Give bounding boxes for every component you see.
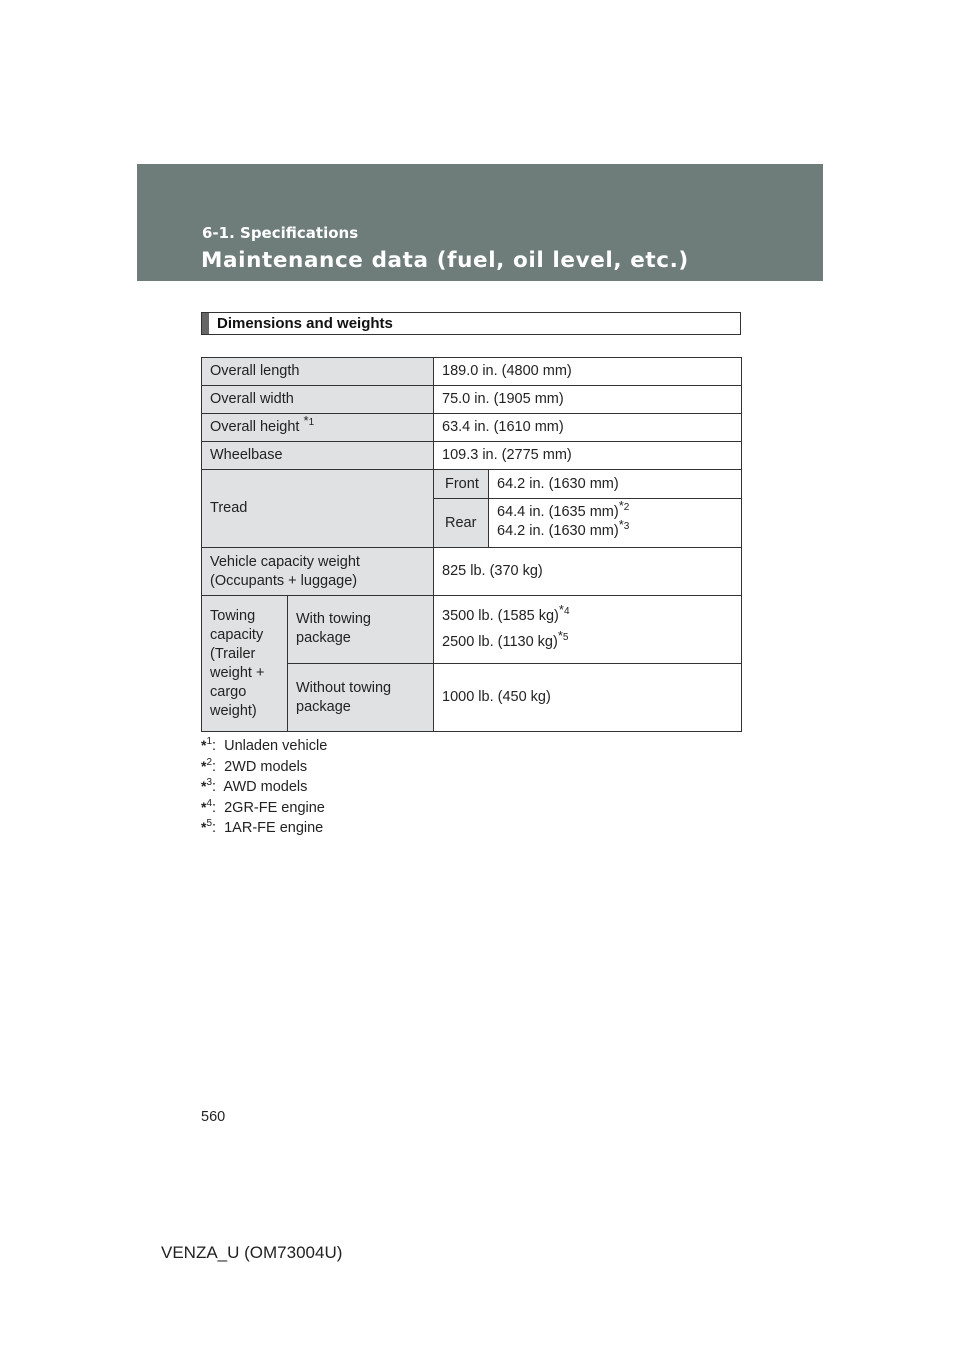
section-label: 6-1. Specifications: [202, 224, 359, 242]
towing-value-2gr: 3500 lb. (1585 kg): [442, 608, 559, 624]
page-number: 560: [201, 1109, 226, 1125]
page-title: Maintenance data (fuel, oil level, etc.): [201, 248, 689, 273]
footnote-2: *$^2$: 2WD models: [201, 756, 308, 775]
footnotes: [201, 736, 327, 839]
table-row: [202, 442, 742, 470]
document-footer: VENZA_U (OM73004U): [161, 1243, 343, 1262]
capacity-label-line1: Vehicle capacity weight: [210, 553, 360, 570]
footnote-ref: 2: [623, 502, 630, 514]
without-towing-label: Without towing package: [288, 664, 434, 732]
table-row: [202, 386, 742, 414]
footnote-ref: 4: [563, 606, 570, 618]
footnote-5: *$^5$: 1AR-FE engine: [201, 818, 324, 836]
tread-front-label: Front: [434, 470, 489, 498]
tread-label: Tread: [202, 470, 434, 548]
subheading-marker: [202, 313, 209, 334]
footnote-4: *$^4$: 2GR-FE engine: [201, 797, 325, 816]
table-row: [202, 596, 742, 664]
table-row: [202, 358, 742, 386]
footnote-ref: 1: [308, 417, 315, 429]
subheading-box: [201, 312, 741, 335]
capacity-label-line2: (Occupants + luggage): [210, 572, 358, 589]
row-label: Wheelbase: [202, 442, 434, 470]
row-value: 189.0 in. (4800 mm): [434, 358, 742, 386]
row-label: Overall width: [202, 386, 434, 414]
table-row: [202, 414, 742, 442]
towing-label: Towing capacity (Trailer weight + cargo weight): [202, 596, 288, 732]
dimensions-table: [201, 357, 742, 732]
row-label: [202, 548, 434, 596]
footnote-ref: 3: [623, 521, 630, 533]
subheading-text: Dimensions and weights: [217, 315, 393, 332]
footnote-3: *$^3$: AWD models: [201, 777, 308, 795]
row-value: 63.4 in. (1610 mm): [434, 414, 742, 442]
row-label: Overall height $^{*1}$: [202, 414, 434, 442]
overall-height-label: Overall height: [210, 419, 300, 435]
table-row: [202, 548, 742, 596]
without-towing-value: 1000 lb. (450 kg): [434, 664, 742, 732]
row-value: 75.0 in. (1905 mm): [434, 386, 742, 414]
tread-rear-label: Rear: [434, 499, 489, 547]
section-header: [137, 164, 823, 281]
towing-value-1ar: 2500 lb. (1130 kg): [442, 634, 558, 650]
table-row: Rear 64.4 in. (1635 mm)$^{*2}$ 64.2 in. (1630 mm)$^{*3}$: [202, 499, 742, 548]
footnote-1: *$^1$: Unladen vehicle: [201, 736, 328, 754]
with-towing-value: 3500 lb. (1585 kg)$^{*4}$ 2500 lb. (1130 kg)$^{*5}$: [434, 596, 742, 664]
row-value: 109.3 in. (2775 mm): [434, 442, 742, 470]
tread-rear-value-awd: 64.2 in. (1630 mm): [497, 523, 619, 539]
tread-rear-value-2wd: 64.4 in. (1635 mm): [497, 504, 619, 520]
with-towing-label: With towing package: [288, 596, 434, 664]
tread-front-value: 64.2 in. (1630 mm): [497, 476, 619, 492]
footnote-ref: 5: [562, 632, 569, 644]
row-label: Overall length: [202, 358, 434, 386]
row-value: 825 lb. (370 kg): [434, 548, 742, 596]
table-row: [202, 470, 742, 499]
